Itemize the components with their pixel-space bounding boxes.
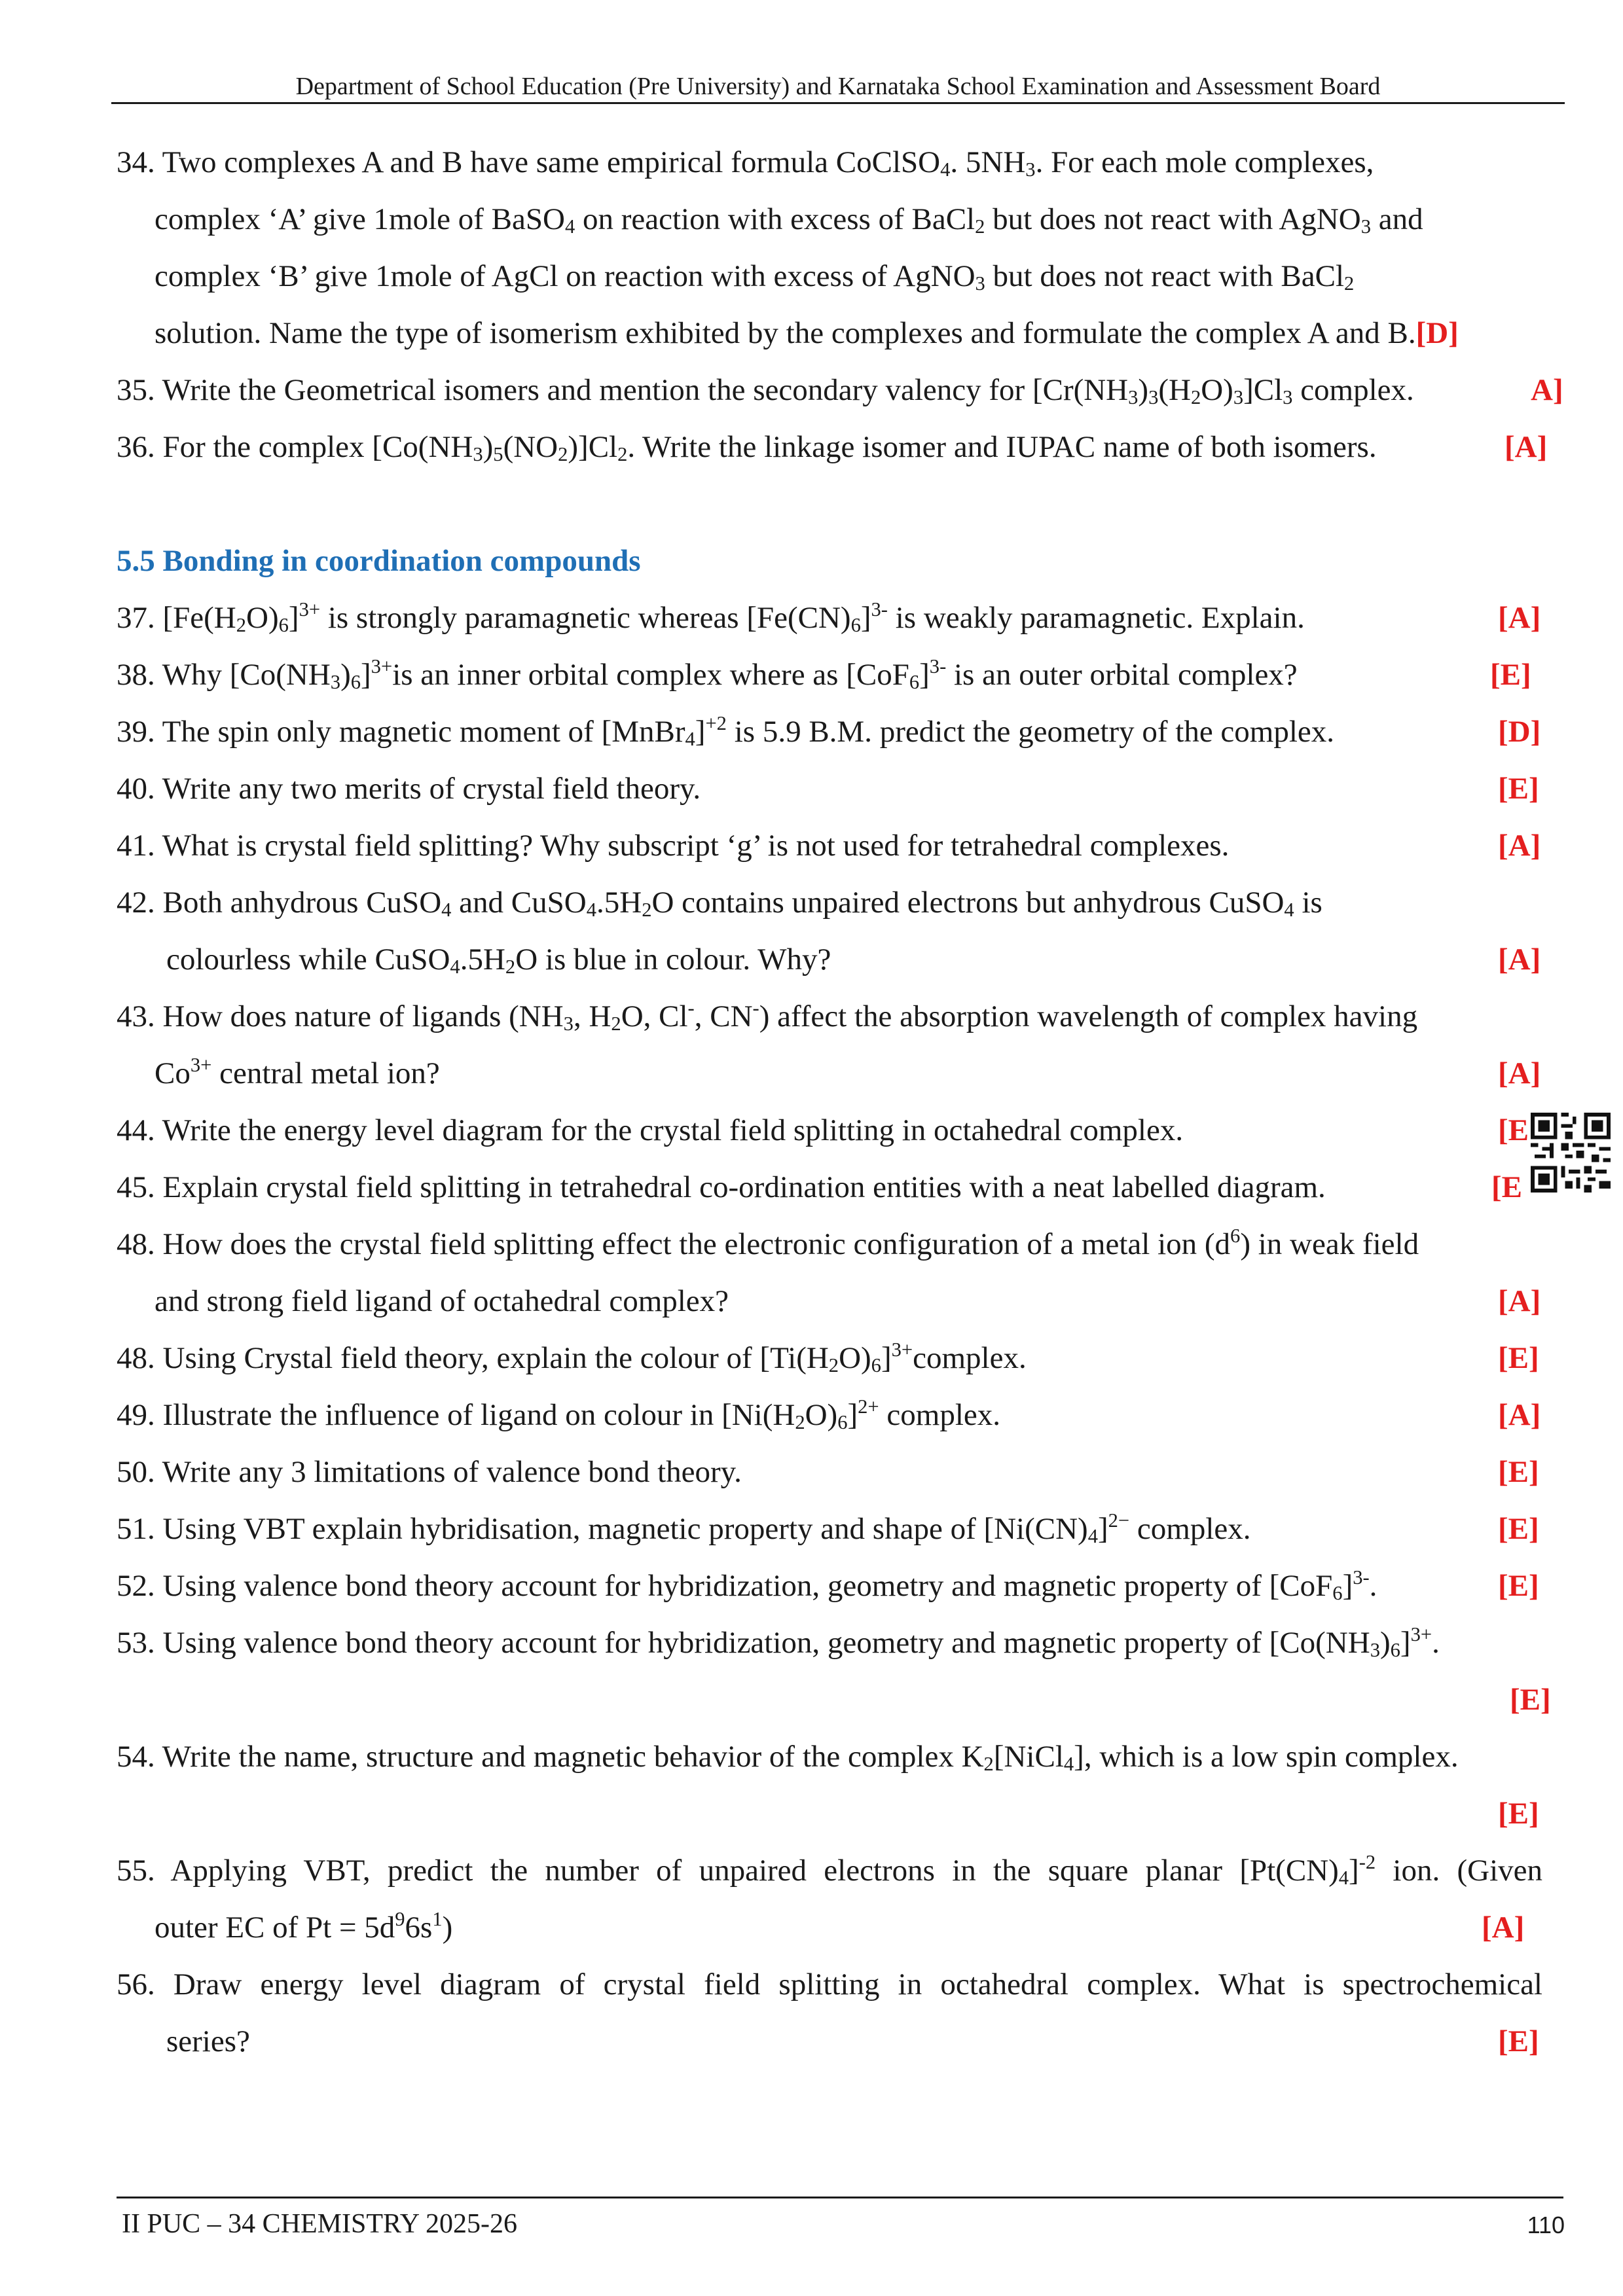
question-48b: 48. Using Crystal field theory, explain the colour of $[Ti(H_2O)_6]^{3+}complex$. [E] [117, 1330, 1563, 1387]
spacer [117, 476, 1563, 533]
difficulty-tag: [E] [1490, 658, 1531, 692]
question-45: 45. Explain crystal field splitting in tetrahedral co-ordination entities with a neat labelled diagram. [E [117, 1159, 1563, 1216]
difficulty-tag: [E] [1498, 1512, 1539, 1546]
question-48a-line-1: 48. How does the crystal field splitting effect the electronic configuration of a metal ion $(d^6)$ in weak field [117, 1225, 1419, 1261]
question-39: 39. The spin only magnetic moment of [MnBr$_4$]$^{+2}$ is 5.9 B.M. predict the geometry of the complex. [D] [117, 704, 1563, 761]
difficulty-tag: [E] [1498, 2024, 1539, 2058]
page-number: 110 [1527, 2212, 1565, 2238]
question-42-line-1: 42. Both anhydrous CuSO$_4$ and $CuSO_4.5H_2O$ contains unpaired electrons but anhydrous CuSO$_4$ is [117, 886, 1322, 921]
difficulty-tag: [A] [1498, 1056, 1541, 1090]
question-37: 37. $[Fe(H_2O)_6]^{3+}$ is strongly paramagnetic whereas $[Fe(CN)_6]^{3-}$ is weakly paramagnetic. Explain. [A] [117, 590, 1563, 647]
difficulty-tag: [D] [1415, 316, 1459, 350]
question-41: 41. What is crystal field splitting? Why subscript ‘g’ is not used for tetrahedral complexes. [A] [117, 817, 1563, 874]
difficulty-tag: [E [1491, 1170, 1522, 1204]
difficulty-tag: [E] [1510, 1683, 1551, 1717]
question-42-line-2: colourless while $CuSO_4.5H_2O$ is blue in colour. Why? [A] [117, 931, 1563, 988]
difficulty-tag: [D] [1498, 715, 1541, 749]
question-34-line-1: 34. Two complexes A and B have same empirical formula CoClSO$_4$. $5NH_3$. For each mole complexes, [117, 145, 1374, 181]
question-49: 49. Illustrate the influence of ligand on colour in $[Ni(H_2O)_6]^{2+}$ complex. [A] [117, 1387, 1563, 1444]
difficulty-tag: [E] [1498, 1569, 1539, 1603]
question-34-line-3: complex ‘B’ give 1mole of AgCl on reaction with excess of AgNO$_3$ but does not react with BaCl$_2$ [155, 259, 1355, 295]
question-53-tag-line [117, 1672, 1563, 1729]
question-51: 51. Using VBT explain hybridisation, magnetic property and shape of $[Ni(CN)_4]^{2-}$ complex. [E] [117, 1501, 1563, 1558]
footer-course: II PUC – 34 CHEMISTRY 2025-26 [122, 2209, 517, 2239]
difficulty-tag: [A] [1498, 829, 1541, 863]
difficulty-tag: [A] [1482, 1910, 1525, 1945]
difficulty-tag: [A] [1498, 1398, 1541, 1432]
question-40: 40. Write any two merits of crystal field theory. [E] [117, 761, 1563, 817]
question-50: 50. Write any 3 limitations of valence bond theory. [E] [117, 1444, 1563, 1501]
question-48a-line-2: and strong field ligand of octahedral complex? [A] [117, 1273, 1563, 1330]
question-43-line-1: 43. How does nature of ligands ($NH_3$, $H_2O$, Cl-, CN-) affect the absorption wavelength of complex having [117, 997, 1418, 1035]
question-43-line-2: $Co^{3+}$ central metal ion? [A] [117, 1045, 1563, 1102]
question-44: 44. Write the energy level diagram for the crystal field splitting in octahedral complex. [E [117, 1102, 1563, 1159]
question-35: 35. Write the Geometrical isomers and mention the secondary valency for $[Cr(NH_3)_3(H_2O)_3]Cl_3$ complex. A] [117, 362, 1563, 419]
section-heading: 5.5 Bonding in coordination compounds [117, 544, 641, 578]
difficulty-tag: [A] [1498, 1284, 1541, 1318]
question-55-line-1: 55. Applying VBT, predict the number of unpaired electrons in the square planar $[Pt(CN)_4]^{-2}$ ion. (Given [117, 1851, 1543, 1889]
difficulty-tag: [E] [1498, 1455, 1539, 1489]
question-56-line-2: series? [E] [117, 2013, 1563, 2070]
question-list [117, 134, 1563, 2070]
difficulty-tag: [E] [1498, 1797, 1539, 1831]
question-34-line-4: solution. Name the type of isomerism exhibited by the complexes and formulate the complex A and B.[D] [155, 316, 1459, 350]
question-56-line-1: 56. Draw energy level diagram of crystal field splitting in octahedral complex. What is spectrochemical [117, 1967, 1542, 2001]
question-54: 54. Write the name, structure and magnetic behavior of the complex $K_2[NiCl_4]$, which is a low spin complex. [117, 1740, 1459, 1775]
difficulty-tag: [E] [1498, 772, 1539, 806]
difficulty-tag: [A] [1498, 942, 1541, 977]
question-55-line-2: outer EC of $Pt = 5d^96s^1$) [A] [117, 1899, 1563, 1956]
difficulty-tag: [A] [1504, 430, 1548, 464]
footer-rule [117, 2197, 1563, 2198]
difficulty-tag: [E] [1498, 1341, 1539, 1375]
qr-code-icon [1531, 1113, 1611, 1193]
question-34-line-2: complex ‘A’ give 1mole of BaSO$_4$ on reaction with excess of BaCl$_2$ but does not react with AgNO$_3$ and [155, 202, 1423, 238]
difficulty-tag: A] [1531, 373, 1563, 407]
question-52: 52. Using valence bond theory account for hybridization, geometry and magnetic property of $[CoF_6]^{3-}$. [E] [117, 1558, 1563, 1615]
question-54-tag-line [117, 1785, 1563, 1842]
header-rule [111, 102, 1565, 104]
header-title: Department of School Education (Pre University) and Karnataka School Examination and Assessment Board [295, 73, 1381, 100]
page-header [111, 0, 1565, 105]
question-38: 38. Why $[Co(NH_3)_6]^{3+}is$ an inner orbital complex where as $[CoF_6]^{3-}$ is an outer orbital complex? [E] [117, 647, 1563, 704]
difficulty-tag: [E [1498, 1113, 1529, 1147]
question-36: 36. For the complex $[Co(NH_3)_5(NO_2)]Cl_2$. Write the linkage isomer and IUPAC name of both isomers. [A] [117, 419, 1563, 476]
question-53: 53. Using valence bond theory account for hybridization, geometry and magnetic property of $[Co(NH_3)_6]^{3+}$. [117, 1623, 1440, 1661]
difficulty-tag: [A] [1498, 601, 1541, 635]
